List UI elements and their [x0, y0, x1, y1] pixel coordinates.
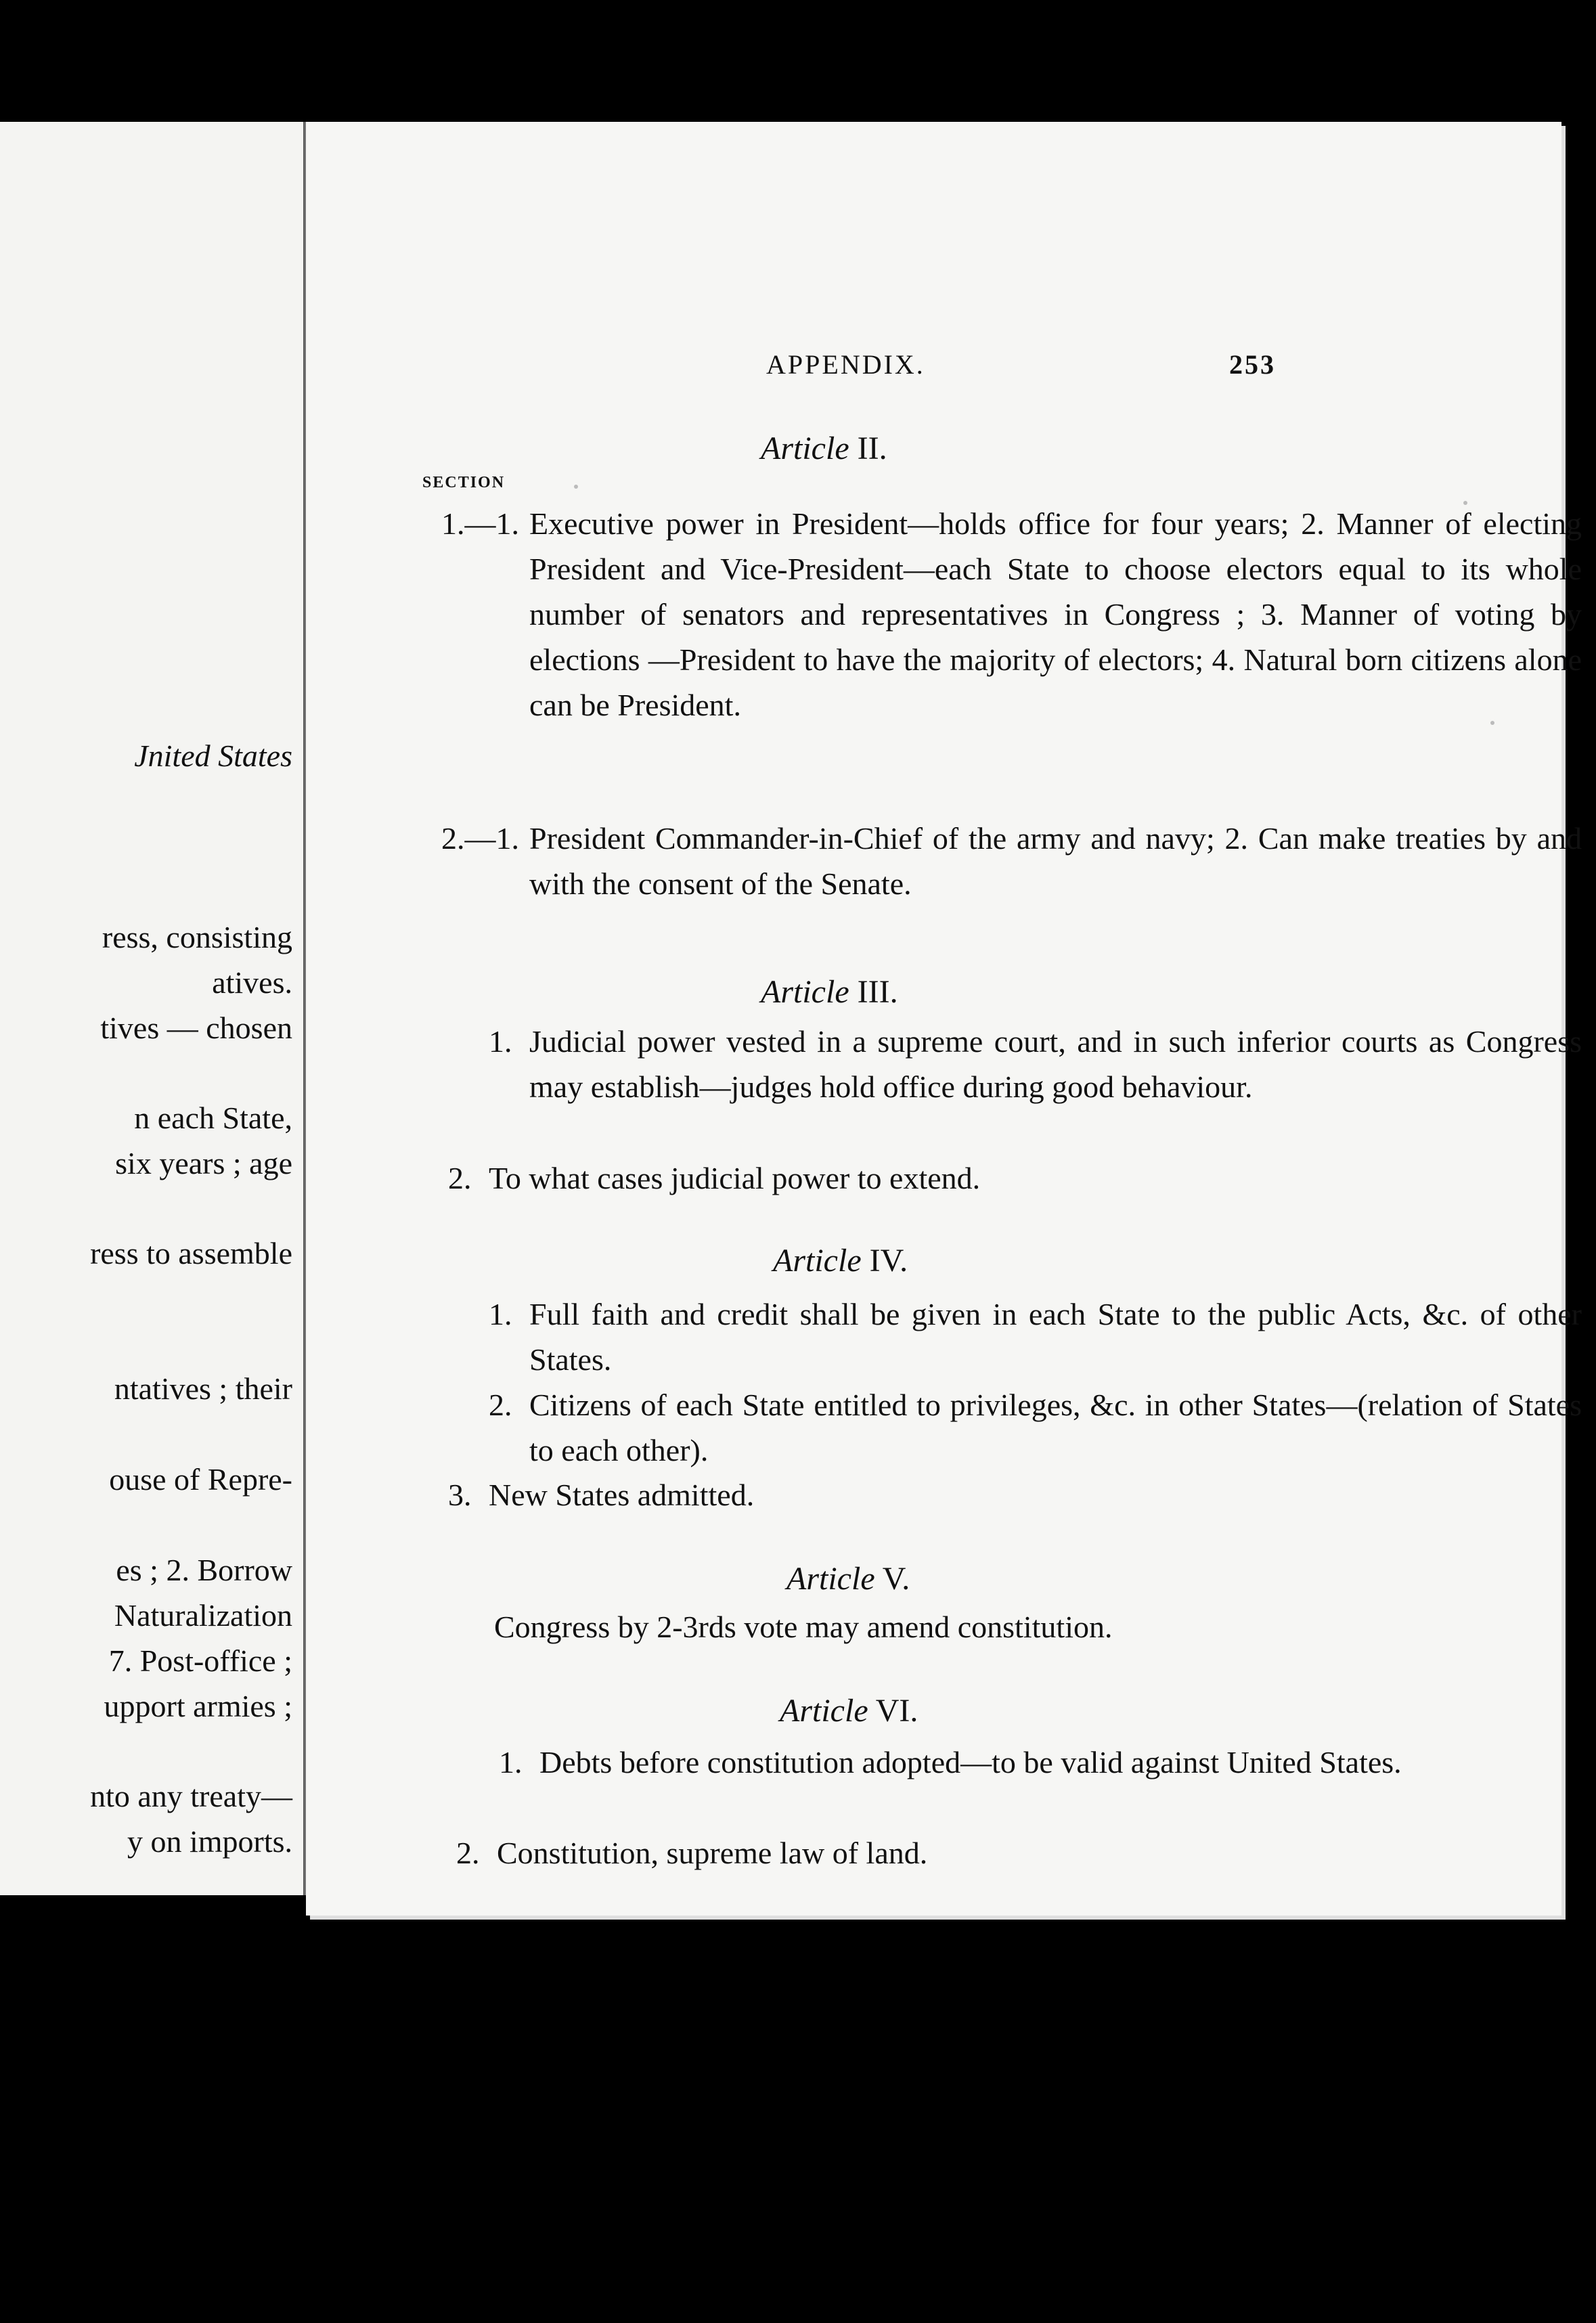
article-heading	[761, 973, 898, 1011]
left-page-line: ress, consisting	[102, 920, 292, 954]
article-heading	[780, 1692, 918, 1729]
dust-speck	[1463, 501, 1467, 505]
item-text: Executive power in President—holds office for four years; 2. Manner of electing President and Vice-President—each State to choose electors equal to its whole number of senators and representatives in Congress ; 3. Manner of voting by elections —President to have the majority of electors; 4. Natural born citizens alone can be President.	[529, 506, 1582, 722]
list-item	[441, 501, 1582, 728]
article-heading	[761, 430, 887, 467]
item-number: 1.	[489, 1297, 512, 1331]
left-page-line: Naturalization	[114, 1598, 292, 1633]
left-page-line: nto any treaty—	[90, 1779, 292, 1813]
left-page-line: atives.	[212, 965, 292, 1000]
article-heading-numeral: IV.	[869, 1243, 908, 1279]
list-item	[489, 1291, 1582, 1382]
left-page-line: es ; 2. Borrow	[116, 1553, 292, 1587]
item-number: 2.	[489, 1388, 512, 1422]
item-text: New States admitted.	[489, 1478, 755, 1512]
article-heading-word: Article	[786, 1561, 875, 1597]
item-text: To what cases judicial power to extend.	[489, 1161, 981, 1195]
running-header-title: APPENDIX.	[766, 349, 925, 380]
left-page-line: upport armies ;	[104, 1689, 292, 1723]
article-heading-word: Article	[773, 1243, 862, 1279]
item-text: Debts before constitution adopted—to be valid against United States.	[539, 1745, 1402, 1779]
article-heading-numeral: III.	[857, 974, 898, 1010]
item-number: 3.	[448, 1478, 472, 1512]
section-label: SECTION	[422, 474, 506, 491]
item-number: 2.	[448, 1161, 472, 1195]
list-item	[448, 1472, 1582, 1518]
left-page-line: y on imports.	[127, 1824, 292, 1859]
left-page	[0, 122, 305, 1895]
item-number: 2.—1.	[441, 821, 519, 856]
article-heading-numeral: VI.	[875, 1693, 918, 1729]
list-item	[441, 816, 1582, 906]
article-heading-numeral: II.	[857, 430, 887, 466]
item-number: 2.	[456, 1836, 480, 1870]
list-item	[489, 1019, 1582, 1109]
left-page-line: ress to assemble	[90, 1236, 292, 1270]
article-heading-word: Article	[761, 430, 849, 466]
item-number: 1.	[489, 1024, 512, 1059]
dust-speck	[574, 485, 578, 489]
item-text: Full faith and credit shall be given in each State to the public Acts, &c. of other States.	[529, 1297, 1582, 1377]
item-text: Judicial power vested in a supreme court, and in such inferior courts as Congress may establish—judges hold office during good behaviour.	[529, 1024, 1582, 1104]
left-page-line: Jnited States	[134, 738, 292, 773]
dust-speck	[1490, 721, 1494, 725]
article-heading-numeral: V.	[882, 1561, 910, 1597]
list-item	[489, 1382, 1582, 1473]
item-number: 1.—1.	[441, 506, 519, 541]
list-item	[499, 1740, 1589, 1785]
left-page-line: tives — chosen	[100, 1011, 292, 1045]
left-page-line: six years ; age	[115, 1146, 292, 1180]
page-number: 253	[1229, 349, 1276, 380]
left-page-line: ntatives ; their	[114, 1371, 292, 1406]
item-text: Constitution, supreme law of land.	[497, 1836, 928, 1870]
item-text: President Commander-in-Chief of the army and navy; 2. Can make treaties by and with the consent of the Senate.	[529, 821, 1582, 901]
list-item	[448, 1155, 1582, 1201]
item-text: Citizens of each State entitled to privileges, &c. in other States—(relation of States to each other).	[529, 1388, 1582, 1467]
article-heading-word: Article	[761, 974, 849, 1010]
left-page-line: ouse of Repre-	[109, 1462, 292, 1497]
item-number: 1.	[499, 1745, 523, 1779]
left-page-line: 7. Post-office ;	[108, 1643, 292, 1678]
article-body: Congress by 2-3rds vote may amend constitution.	[494, 1610, 1113, 1644]
article-heading	[786, 1560, 910, 1597]
right-page	[306, 122, 1582, 1916]
list-item	[456, 1830, 1580, 1876]
left-page-line: n each State,	[134, 1101, 292, 1135]
article-heading	[773, 1242, 908, 1279]
article-heading-word: Article	[780, 1693, 868, 1729]
